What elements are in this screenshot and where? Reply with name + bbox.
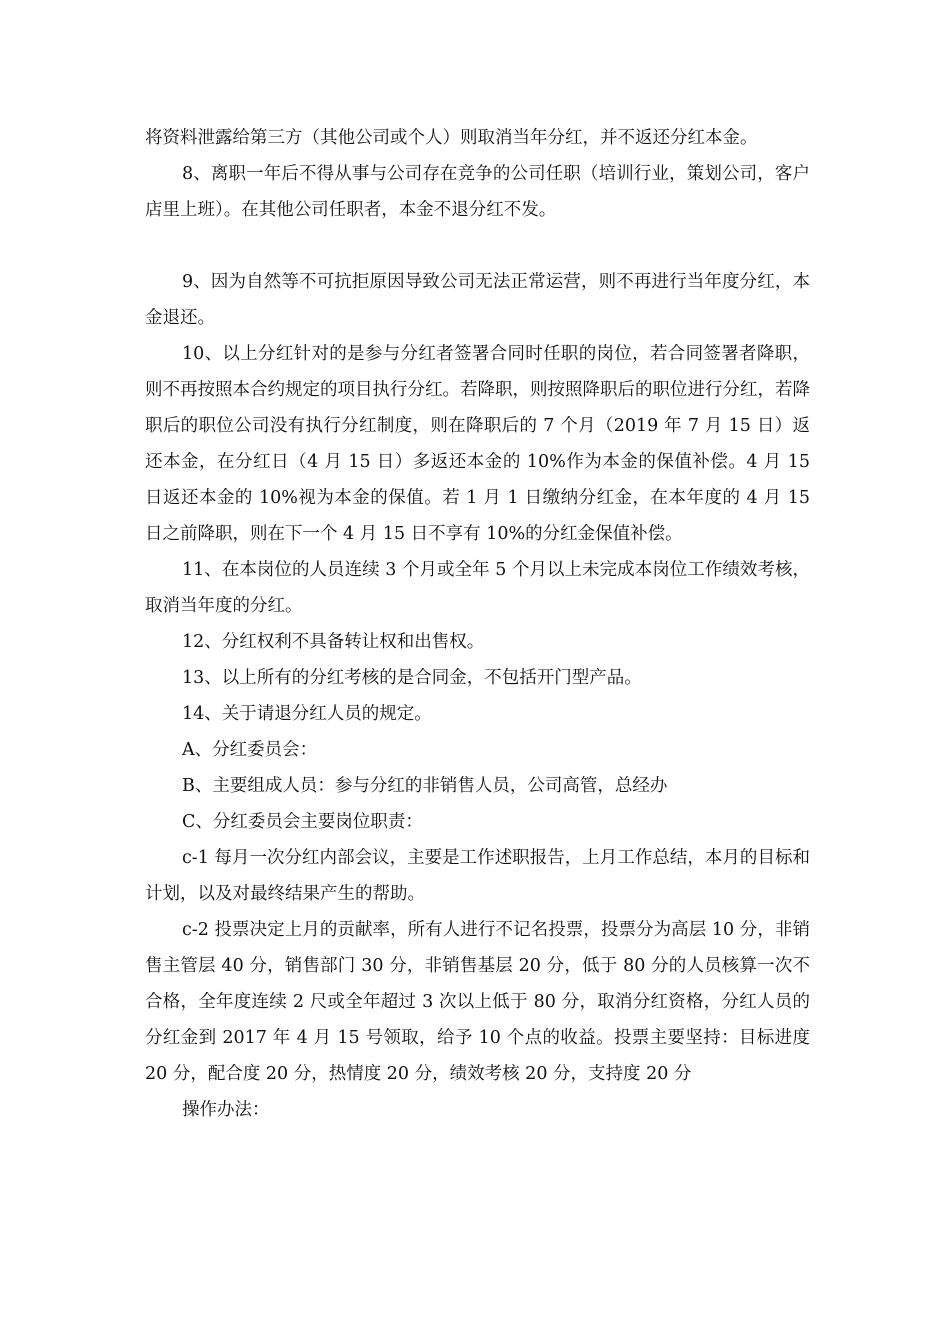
paragraph-c-2: c-2 投票决定上月的贡献率，所有人进行不记名投票，投票分为高层 10 分，非销售主管层 40 分，销售部门 30 分，非销售基层 20 分，低于 80 分的人员核算一次不合格，全年度连续 2 尺或全年超过 3 次以上低于 80 分，取消分红资格，分红人员的分红金到 2017 年 4 月 15 号领取，给予 10 个点的收益。投票主要坚持：目标进度 20 分，配合度 20 分，热情度 20 分，绩效考核 20 分，支持度 20 分 — [145, 920, 810, 1084]
paragraph-c-1: c-1 每月一次分红内部会议，主要是工作述职报告，上月工作总结，本月的目标和计划，以及对最终结果产生的帮助。 — [145, 848, 810, 904]
paragraph-operation: 操作办法： — [182, 1100, 270, 1120]
paragraph-item-9: 9、因为自然等不可抗拒原因导致公司无法正常运营，则不再进行当年度分红，本金退还。 — [145, 272, 810, 328]
paragraph-item-8: 8、离职一年后不得从事与公司存在竞争的公司任职（培训行业，策划公司，客户店里上班）。在其他公司任职者，本金不退分红不发。 — [145, 164, 810, 220]
document-body — [145, 120, 810, 1128]
blank-line — [145, 228, 810, 264]
paragraph-sub-a: A、分红委员会： — [182, 740, 318, 760]
paragraph-item-11: 11、在本岗位的人员连续 3 个月或全年 5 个月以上未完成本岗位工作绩效考核，取消当年度的分红。 — [145, 560, 810, 616]
paragraph-sub-b: B、主要组成人员：参与分红的非销售人员，公司高管，总经办 — [182, 776, 668, 796]
paragraph-item-13: 13、以上所有的分红考核的是合同金，不包括开门型产品。 — [182, 668, 642, 688]
paragraph-item-12: 12、分红权利不具备转让权和出售权。 — [182, 632, 485, 652]
paragraph-continuation: 将资料泄露给第三方（其他公司或个人）则取消当年分红，并不返还分红本金。 — [145, 128, 758, 148]
paragraph-item-10: 10、以上分红针对的是参与分红者签署合同时任职的岗位，若合同签署者降职，则不再按照本合约规定的项目执行分红。若降职，则按照降职后的职位进行分红，若降职后的职位公司没有执行分红制度，则在降职后的 7 个月（2019 年 7 月 15 日）返还本金，在分红日（4 月 15 日）多返还本金的 10%作为本金的保值补偿。4 月 15 日返还本金的 10%视为本金的保值。若 1 月 1 日缴纳分红金，在本年度的 4 月 15 日之前降职，则在下一个 4 月 15 日不享有 10%的分红金保值补偿。 — [145, 344, 810, 544]
paragraph-item-14: 14、关于请退分红人员的规定。 — [182, 704, 432, 724]
paragraph-sub-c: C、分红委员会主要岗位职责： — [182, 812, 423, 832]
